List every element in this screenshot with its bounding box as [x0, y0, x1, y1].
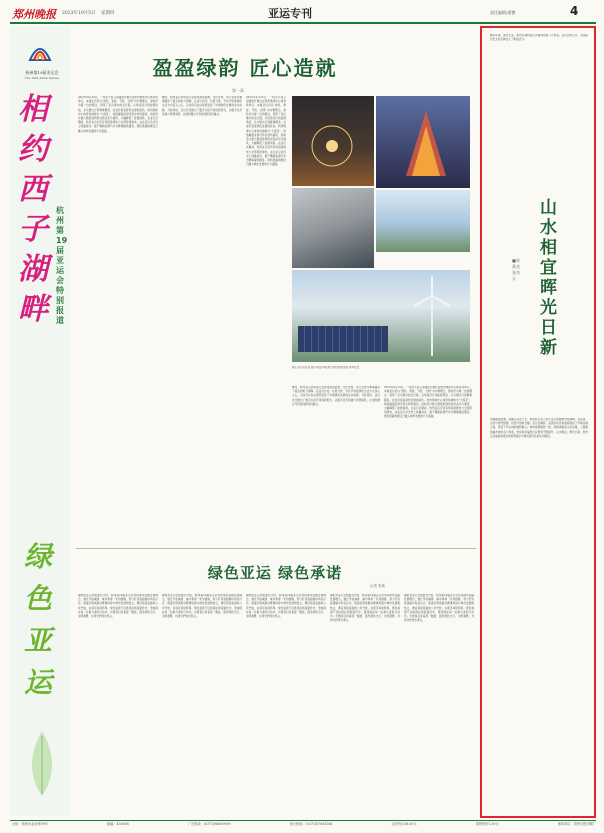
article2-author: 记者 张新 [370, 584, 386, 588]
photo-architecture [292, 188, 374, 268]
header-rule [10, 22, 596, 24]
asian-games-logo-icon [26, 36, 54, 66]
footer-retail-price: 零售每份1.50元 [475, 822, 499, 826]
article2-col5: 据杭州亚运会组委会介绍，杭州第19届亚运会坚持绿色低碳发展理念，通过节能减排、碳中和等一系列措施，努力打造首届碳中和亚运会。组委会积极推动赛事场馆与城市发展相结合，赛后场馆将面向公众开放，实现可持续利用。绿色承诺不仅体现在场馆建设中，更体现在每一位参与者的行动中。志愿者们身着统一服装，倡导绿色出行、文明观赛，共同守护绿水青山。 [404, 594, 474, 623]
photo-solar-wind [292, 270, 470, 362]
photo-pavilion [376, 190, 470, 252]
lights-icon [302, 116, 362, 176]
feature-box [480, 26, 596, 818]
masthead: 郑州晚报 [12, 8, 56, 21]
footer-ad-phone: 广告热线：(0371)66669999 [187, 822, 231, 826]
feature-title: 山水相宜 晖光日新 [540, 198, 557, 358]
sidebar-green-title: 绿色亚运 [24, 540, 53, 699]
article2-headline: 绿色亚运 绿色承诺 [207, 564, 343, 582]
page-number: 4 [570, 4, 579, 18]
article1-section-mark: 第一章 [232, 88, 244, 93]
photo-tower [376, 96, 470, 188]
footer-delivery: 发行热线：(0371)67655166 [289, 822, 333, 826]
section-title: 亚运专刊 [268, 7, 312, 20]
footer-rule [10, 820, 596, 821]
footer-printer: 承印单位：郑州日报印刷厂 [557, 822, 596, 826]
article1-body-col4: 赛时，杭州亚运会场馆大量使用清洁能源，光伏发电、风力发电为赛事提供了稳定的电力保障。在亚运村内，垃圾分类、节水节电等绿色生活方式深入人心，运动员们在这里感受到了中国绿色发展的生动实践。与此同时，亚运会还推出了数字火炬手等创新形式，以数字化手段减少资源消耗，让绿色理念与科技创新有机融合。 [292, 386, 380, 406]
article1-body-col3: 2023年9月23日，一场宏大而又浪漫的开幕式在杭州奥体中心体育场举行。本届亚运会以“绿色、智能、节俭、文明”为办赛理念，绿色作为第一位的理念，贯穿了亚运筹办的全过程。从场馆设计到能源供给，从交通出行到赛事服务，处处彰显着绿色发展的底色。杭州奥体中心体育场被称为“大莲花”，场馆屋面采用可再生材料建造，结构设计最大限度地利用自然采光与通风，大幅降低了能源消耗。在亚运会期间，杭州亚运会所有场馆常规电力全部使用绿电，这在亚运会历史上尚属首次。数千辆新能源汽车为赛事提供服务，绿色低碳的理念已融入城市发展的方方面面。 [246, 96, 286, 167]
footer-postcode: 邮编：450008 [107, 822, 129, 826]
feature-body: 西湖烟波浩渺，钱塘江奔流不息，杭州的山水之美与亚运的激情交相辉映。在这里，古老与现代相遇，传统与创新交融。亚运会期间，各国运动员和游客漫步于苏堤白堤之间，感受千年古城的独特魅力。城市面貌焕然一新，绿道串联起山水景观，公园绿地遍布城市各个角落，市民的幸福感与获得感不断提升。山水相宜，晖光日新，杭州正以崭新的姿态向世界展示中国式现代化的生动图景。 [490, 418, 588, 438]
date: 2023年10月5日 [62, 11, 96, 16]
feature-byline: ■周燕亮 张炎天 [512, 258, 520, 281]
footer-address: 社址：郑州市金水路99号 [12, 822, 48, 826]
photo-venue-night [292, 96, 374, 186]
logo-caption-cn: 杭州第19届亚运会 [25, 70, 59, 75]
solar-panel-shape [298, 326, 388, 352]
article1-headline: 盈盈绿韵 匠心造就 [152, 56, 338, 80]
article1-body-col2: 赛时，杭州亚运会场馆大量使用清洁能源，光伏发电、风力发电为赛事提供了稳定的电力保障。在亚运村内，垃圾分类、节水节电等绿色生活方式深入人心，运动员们在这里感受到了中国绿色发展的生动实践。与此同时，亚运会还推出了数字火炬手等创新形式，以数字化手段减少资源消耗，让绿色理念与科技创新有机融合。 [162, 96, 242, 116]
sidebar-title: 相约西子湖畔 [18, 92, 48, 327]
tree-light-icon [396, 106, 456, 186]
article2-col2: 据杭州亚运会组委会介绍，杭州第19届亚运会坚持绿色低碳发展理念，通过节能减排、碳中和等一系列措施，努力打造首届碳中和亚运会。组委会积极推动赛事场馆与城市发展相结合，赛后场馆将面向公众开放，实现可持续利用。绿色承诺不仅体现在场馆建设中，更体现在每一位参与者的行动中。志愿者们身着统一服装，倡导绿色出行、文明观赛，共同守护绿水青山。 [162, 594, 242, 619]
feature-intro: 群山环抱、碧水长流，杭州以独特的山水格局迎接八方来客。亚运会的召开，为这座历史文化名城注入了新的活力。 [490, 34, 588, 42]
sidebar [10, 26, 70, 816]
issue-date [62, 10, 114, 16]
footer-bar [12, 822, 596, 826]
logo-caption-en: The 19th Asian Games [24, 76, 60, 80]
article2-col4: 据杭州亚运会组委会介绍，杭州第19届亚运会坚持绿色低碳发展理念，通过节能减排、碳中和等一系列措施，努力打造首届碳中和亚运会。组委会积极推动赛事场馆与城市发展相结合，赛后场馆将面向公众开放，实现可持续利用。绿色承诺不仅体现在场馆建设中，更体现在每一位参与者的行动中。志愿者们身着统一服装，倡导绿色出行、文明观赛，共同守护绿水青山。 [330, 594, 400, 623]
photo-caption: 图①亚运村夜景 图②场馆外观 图③绿色能源设施 新华社发 [292, 366, 360, 369]
article1-body-col5: 2023年9月23日，一场宏大而又浪漫的开幕式在杭州奥体中心体育场举行。本届亚运会以“绿色、智能、节俭、文明”为办赛理念，绿色作为第一位的理念，贯穿了亚运筹办的全过程。从场馆设计到能源供给，从交通出行到赛事服务，处处彰显着绿色发展的底色。杭州奥体中心体育场被称为“大莲花”，场馆屋面采用可再生材料建造，结构设计最大限度地利用自然采光与通风，大幅降低了能源消耗。在亚运会期间，杭州亚运会所有场馆常规电力全部使用绿电，这在亚运会历史上尚属首次。数千辆新能源汽车为赛事提供服务，绿色低碳的理念已融入城市发展的方方面面。 [384, 386, 472, 419]
article1-body-col1: 2023年9月23日，一场宏大而又浪漫的开幕式在杭州奥体中心体育场举行。本届亚运会以“绿色、智能、节俭、文明”为办赛理念，绿色作为第一位的理念，贯穿了亚运筹办的全过程。从场馆设计到能源供给，从交通出行到赛事服务，处处彰显着绿色发展的底色。杭州奥体中心体育场被称为“大莲花”，场馆屋面采用可再生材料建造，结构设计最大限度地利用自然采光与通风，大幅降低了能源消耗。在亚运会期间，杭州亚运会所有场馆常规电力全部使用绿电，这在亚运会历史上尚属首次。数千辆新能源汽车为赛事提供服务，绿色低碳的理念已融入城市发展的方方面面。 [78, 96, 158, 133]
leaf-decoration-icon [20, 726, 64, 796]
footer-price: 定价每月38.00元 [391, 822, 417, 826]
article2-col1: 据杭州亚运会组委会介绍，杭州第19届亚运会坚持绿色低碳发展理念，通过节能减排、碳中和等一系列措施，努力打造首届碳中和亚运会。组委会积极推动赛事场馆与城市发展相结合，赛后场馆将面向公众开放，实现可持续利用。绿色承诺不仅体现在场馆建设中，更体现在每一位参与者的行动中。志愿者们身着统一服装，倡导绿色出行、文明观赛，共同守护绿水青山。 [78, 594, 158, 619]
wind-turbine-icon [402, 276, 462, 356]
section-divider [76, 548, 476, 549]
article2-col3: 据杭州亚运会组委会介绍，杭州第19届亚运会坚持绿色低碳发展理念，通过节能减排、碳中和等一系列措施，努力打造首届碳中和亚运会。组委会积极推动赛事场馆与城市发展相结合，赛后场馆将面向公众开放，实现可持续利用。绿色承诺不仅体现在场馆建设中，更体现在每一位参与者的行动中。志愿者们身着统一服装，倡导绿色出行、文明观赛，共同守护绿水青山。 [246, 594, 326, 619]
editor: 责任编辑/梁德 [490, 10, 516, 15]
sidebar-subtitle: 杭州第19届亚运会特别报道 [56, 206, 68, 325]
weekday: 星期四 [100, 11, 115, 16]
